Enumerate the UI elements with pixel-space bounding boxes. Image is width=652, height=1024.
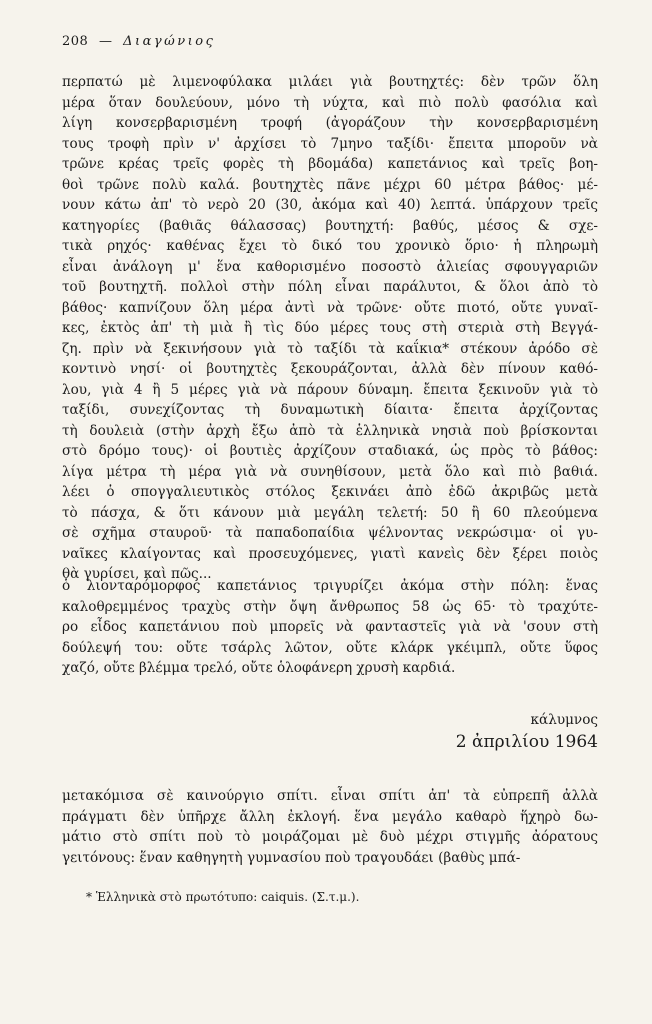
text-line: τρῶνε κρέας τρεῖς φορὲς τὴ βδομάδα) καπετάνιος καὶ τρεῖς βοη-	[62, 156, 598, 172]
text-line: κες, ἐκτὸς ἀπ' τὴ μιὰ ἢ τὶς δύο μέρες τους στὴ στεριὰ στὴ Βεγγά-	[62, 320, 598, 336]
header-separator: —	[98, 34, 113, 49]
text-line: σὲ σχῆμα σταυροῦ· τὰ παπαδοπαίδια ψέλνοντας νεκρώσιμα· οἱ γυ-	[62, 525, 598, 541]
text-line: θοὶ τρῶνε πολὺ καλά. βουτηχτὲς πᾶνε μέχρι 60 μέτρα βάθος· μέ-	[62, 176, 598, 193]
text-line: τὴ δουλειὰ (στὴν ἀρχὴ ἔξω ἀπὸ τὰ ἑλληνικὰ νησιὰ ποὺ βρίσκονται	[62, 422, 598, 439]
book-title: Διαγώνιος	[123, 34, 216, 49]
dateline	[456, 710, 598, 754]
text-line: τοῦ βουτηχτῆ. πολλοὶ στὴν πόλη εἶναι παράλυτοι, & ὅλοι ἀπὸ τὸ	[62, 279, 598, 295]
text-line: μετακόμισα σὲ καινούργιο σπίτι. εἶναι σπίτι ἀπ' τὰ εὐπρεπῆ ἀλλὰ	[62, 788, 598, 804]
text-line: ζη. πρὶν νὰ ξεκινήσουν γιὰ τὸ ταξίδι τὰ καΐκια* στέκουν ἀρόδο σὲ	[62, 340, 598, 357]
text-line: ὁ λιονταρόμορφος καπετάνιος τριγυρίζει ἀκόμα στὴν πόλη: ἕνας	[62, 578, 598, 594]
text-line: ταξίδι, συνεχίζοντας τὴ δυναμωτικὴ δίαιτα· ἔπειτα ἀρχίζοντας	[62, 402, 598, 418]
running-head	[62, 34, 215, 49]
text-line: κατηγορίες (βαθιᾶς θάλασσας) βουτηχτή: βαθύς, μέσος & σχε-	[62, 217, 598, 234]
text-line: πράγματι δὲν ὑπῆρχε ἄλλη ἐκλογή. ἕνα μεγάλο καθαρὸ ἥχηρὸ δω-	[62, 808, 598, 825]
text-line: νουν κάτω ἀπ' τὸ νερὸ 20 (30, ἀκόμα καὶ 40) λεπτά. ὑπάρχουν τρεῖς	[62, 197, 598, 213]
text-line: καλοθρεμμένος τραχὺς στὴν ὄψη ἄνθρωπος 58 ὡς 65· τὸ τραχύτε-	[62, 598, 598, 615]
dateline-place: κάλυμνος	[530, 712, 598, 728]
text-line: γειτόνους: ἕναν καθηγητὴ γυμνασίου ποὺ τραγουδάει (βαθὺς μπά-	[62, 849, 521, 866]
text-line: λίγη κονσερβαρισμένη τροφή (ἀγοράζουν τὴν κονσερβαρισμένη	[62, 115, 598, 131]
text-line: λου, γιὰ 4 ἢ 5 μέρες γιὰ νὰ πάρουν δύναμη. ἔπειτα ξεκινοῦν γιὰ τὸ	[62, 381, 598, 398]
text-line: μέρα ὅταν δουλεύουν, μόνο τὴ νύχτα, καὶ πιὸ πολὺ φασόλια καὶ	[62, 94, 598, 111]
text-line: τικὰ ρηχός· καθένας ἔχει τὸ δικό του χρονικὸ ὅριο· ἡ πληρωμὴ	[62, 238, 598, 254]
text-line: μάτιο στὸ σπίτι ποὺ τὸ μοιράζομαι μὲ δυὸ μέχρι στιγμῆς ἀόρατους	[62, 829, 598, 845]
text-line: λίγα μέτρα τὴ μέρα γιὰ νὰ συνηθίσουν, μετὰ ὅλο καὶ πιὸ βαθιά.	[62, 463, 598, 480]
text-line: περπατώ μὲ λιμενοφύλακα μιλάει γιὰ βουτηχτές: δὲν τρῶν ὅλη	[62, 74, 598, 90]
text-line: τους τροφὴ πρὶν ν' ἀρχίσει τὸ 7μηνο ταξίδι· ἔπειτα μποροῦν νὰ	[62, 135, 598, 152]
text-line: βάθος· καπνίζουν ὅλη μέρα ἀντὶ νὰ τρῶνε· οὔτε πιοτό, οὔτε γυναῖ-	[62, 299, 598, 316]
paragraph-3	[62, 786, 598, 868]
text-line: τὸ πάσχα, & ὅτι κάνουν μιὰ μεγάλη τελετή: 50 ἢ 60 πλεούμενα	[62, 504, 598, 521]
dateline-date: 2 ἀπριλίου 1964	[455, 732, 598, 752]
text-line: δούλεψή του: οὔτε τσάρλς λῶτον, οὔτε κλάρκ γκέιμπλ, οὔτε ὕφος	[62, 639, 598, 656]
text-line: ρο εἶδος καπετάνιου ποὺ μπορεῖς νὰ φανταστεῖς γιὰ νὰ 'σουν στὴ	[62, 619, 598, 635]
text-line: λέει ὁ σπογγαλιευτικὸς στόλος ξεκινάει ἀπὸ ἐδῶ ἀκριβῶς μετὰ	[62, 484, 598, 500]
paragraph-1	[62, 72, 598, 585]
footnote: * Ἑλληνικὰ στὸ πρωτότυπο: caiquis. (Σ.τ.μ.).	[86, 890, 360, 904]
text-line: χαζό, οὔτε βλέμμα τρελό, οὔτε ὁλοφάνερη χρυσὴ καρδιά.	[62, 660, 456, 676]
text-line: ναῖκες κλαίγοντας καὶ προσευχόμενες, γιατὶ κανεὶς δὲν ξέρει ποιὸς	[62, 545, 598, 562]
page-number: 208	[62, 34, 89, 49]
text-line: κοντινὸ νησί· οἱ βουτηχτὲς ξεκουράζονται, ἀλλὰ δὲν πίνουν καθό-	[62, 361, 598, 377]
text-line: θὰ γυρίσει, καὶ πῶς...	[62, 566, 212, 582]
text-line: στὸ δρόμο τους)· οἱ βουτιὲς ἀρχίζουν σταδιακά, ὡς πρὸς τὸ βάθος:	[62, 443, 598, 459]
text-line: εἶναι ἀνάλογη μ' ἕνα καθορισμένο ποσοστὸ ἁλιείας σφουγγαριῶν	[62, 258, 598, 275]
paragraph-2	[62, 576, 598, 679]
